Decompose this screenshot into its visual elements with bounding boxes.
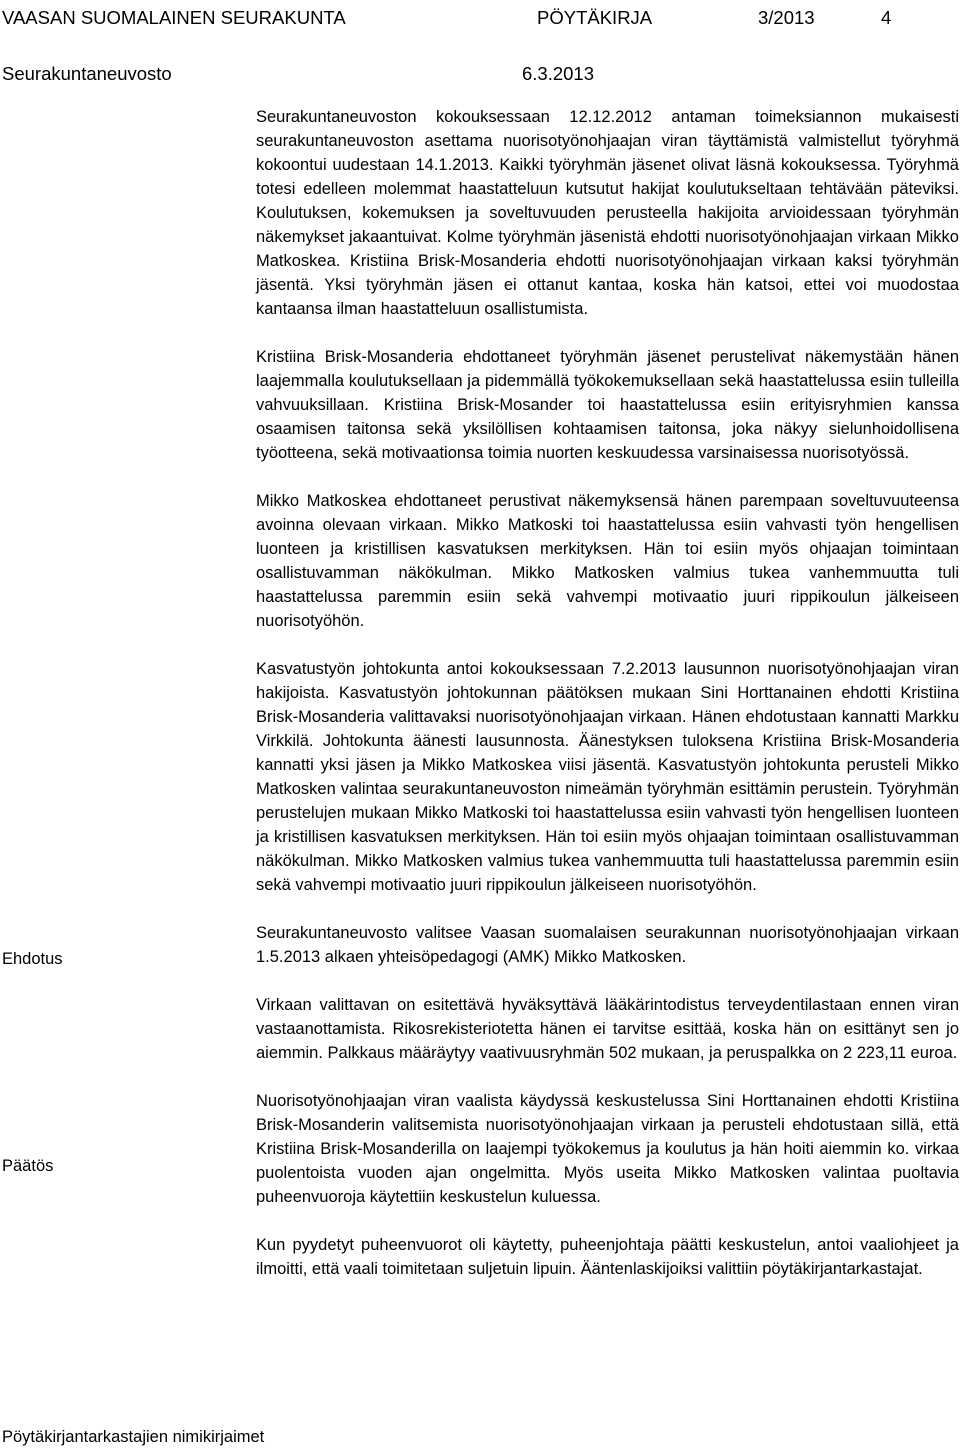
meeting-date: 6.3.2013	[522, 63, 595, 84]
decision-label: Päätös	[2, 1157, 54, 1175]
doc-type: PÖYTÄKIRJA	[537, 7, 653, 28]
paragraph-working-group: Seurakuntaneuvoston kokouksessaan 12.12.2012 antaman toimeksiannon mukaisesti seurakuntaneuvoston asettama nuorisotyönohjaajan viran täyttämistä valmistellut työryhmä kokoontui uudestaan 14.1.2013. Kaikki työryhmän jäsenet olivat läsnä kokouksessa. Työryhmä totesi edelleen molemmat haastatteluun kutsutut hakijat koulutukseltaan tehtävään päteviksi. Koulutuksen, kokemuksen ja soveltuvuuden perusteella hakijoita arvioidessaan työryhmän näkemykset jakaantuivat. Kolme työryhmän jäsenistä ehdotti nuorisotyönohjaajan virkaan Mikko Matkoskea. Kristiina Brisk-Mosanderia ehdotti nuorisotyönohjaajan virkaan kaksi työryhmän jäsentä. Yksi työryhmän jäsen ei ottanut kantaa, koska hän katsoi, ettei voi muodostaa kantaansa ilman haastatteluun osallistumista.	[256, 108, 959, 318]
paragraph-voting: Kun pyydetyt puheenvuorot oli käytetty, puheenjohtaja päätti keskustelun, antoi vaaliohjeet ja ilmoitti, että vaali toimitetaan suljetuin lipuin. Ääntenlaskijoiksi valittiin pöytäkirjantarkastajat.	[256, 1236, 959, 1278]
paragraph-education-board: Kasvatustyön johtokunta antoi kokouksessaan 7.2.2013 lausunnon nuorisotyönohjaajan viran hakijoista. Kasvatustyön johtokunnan päätöksen mukaan Sini Horttanainen ehdotti Kristiina Brisk-Mosanderia valittavaksi nuorisotyönohjaajan virkaan. Hänen ehdotustaan kannatti Markku Virkkilä. Johtokunta äänesti lausunnosta. Äänestyksen tuloksena Kristiina Brisk-Mosanderia kannatti yksi jäsen ja Mikko Matkoskea viisi jäsentä. Kasvatustyön johtokunta perusteli Mikko Matkosken valintaa seurakuntaneuvoston nimeämän työryhmän esittämin perustein. Työryhmän perustelujen mukaan Mikko Matkoski toi haastattelussa esiin vahvasti työn hengellisen luonteen ja kristillisen kasvatuksen merkityksen. Hän toi esiin myös ohjaajan toimintaan osallistuvamman näkökulman. Mikko Matkosken valmius tukea vanhemmuutta tuli haastattelussa paremmin esiin sekä vahvempi motivaatio juuri rippikoulun jälkeiseen nuorisotyöhön.	[256, 660, 959, 894]
paragraph-decision-discussion: Nuorisotyönohjaajan viran vaalista käydyssä keskustelussa Sini Horttanainen ehdotti Kristiina Brisk-Mosanderin valitsemista nuorisotyönohjaajan virkaan ja perusteli ehdotustaan sillä, että Kristiina Brisk-Mosanderilla on laajempi työkokemus ja koulutus ja hän hoiti aiemmin ko. virkaa puolentoista vuoden ajan ongelmitta. Myös useita Mikko Matkosken valintaa puoltavia puheenvuoroja käytettiin keskustelun kuluessa.	[256, 1092, 959, 1206]
paragraph-matkoski-supporters: Mikko Matkoskea ehdottaneet perustivat näkemyksensä hänen parempaan soveltuvuuteensa avoinna olevaan virkaan. Mikko Matkoski toi haastattelussa esiin vahvasti työn hengellisen luonteen ja kristillisen kasvatuksen merkityksen. Hän toi esiin myös ohjaajan toimintaan osallistuvamman näkökulman. Mikko Matkosken valmius tukea vanhemmuutta tuli haastattelussa paremmin esiin sekä vahvempi motivaatio juuri rippikoulun jälkeiseen nuorisotyöhön.	[256, 492, 959, 630]
paragraph-brisk-mosander-supporters: Kristiina Brisk-Mosanderia ehdottaneet työryhmän jäsenet perustelivat näkemystään hänen laajemmalla koulutuksellaan ja pidemmällä työkokemuksellaan sekä haastattelussa esiin tulleilla vahvuuksillaan. Kristiina Brisk-Mosander toi haastattelussa esiin erityisryhmien kanssa osaamisen taitonsa sekä yksilöllisen kohtaamisen taitonsa, joka näkyy sielunhoidollisena työotteena, sekä motivaationsa toimia nuorten keskuudessa varsinaisessa nuorisotyössä.	[256, 348, 959, 462]
document-body	[256, 105, 959, 1305]
body-name: Seurakuntaneuvosto	[2, 63, 172, 84]
proposal-label: Ehdotus	[2, 950, 63, 968]
org-name: VAASAN SUOMALAINEN SEURAKUNTA	[2, 7, 346, 28]
paragraph-proposal: Seurakuntaneuvosto valitsee Vaasan suomalaisen seurakunnan nuorisotyönohjaajan virkaan 1.5.2013 alkaen yhteisöpedagogi (AMK) Mikko Matkosken.	[256, 924, 959, 966]
paragraph-conditions: Virkaan valittavan on esitettävä hyväksyttävä lääkärintodistus terveydentilastaan ennen viran vastaanottamista. Rikosrekisteriotetta hänen ei tarvitse esittää, koska hän on esittänyt sen jo aiemmin. Palkkaus määräytyy vaativuusryhmän 502 mukaan, ja peruspalkka on 2 223,11 euroa.	[256, 996, 959, 1062]
doc-number: 3/2013	[758, 7, 815, 28]
page-number: 4	[881, 7, 892, 28]
footer-initials-label: Pöytäkirjantarkastajien nimikirjaimet	[2, 1428, 265, 1446]
